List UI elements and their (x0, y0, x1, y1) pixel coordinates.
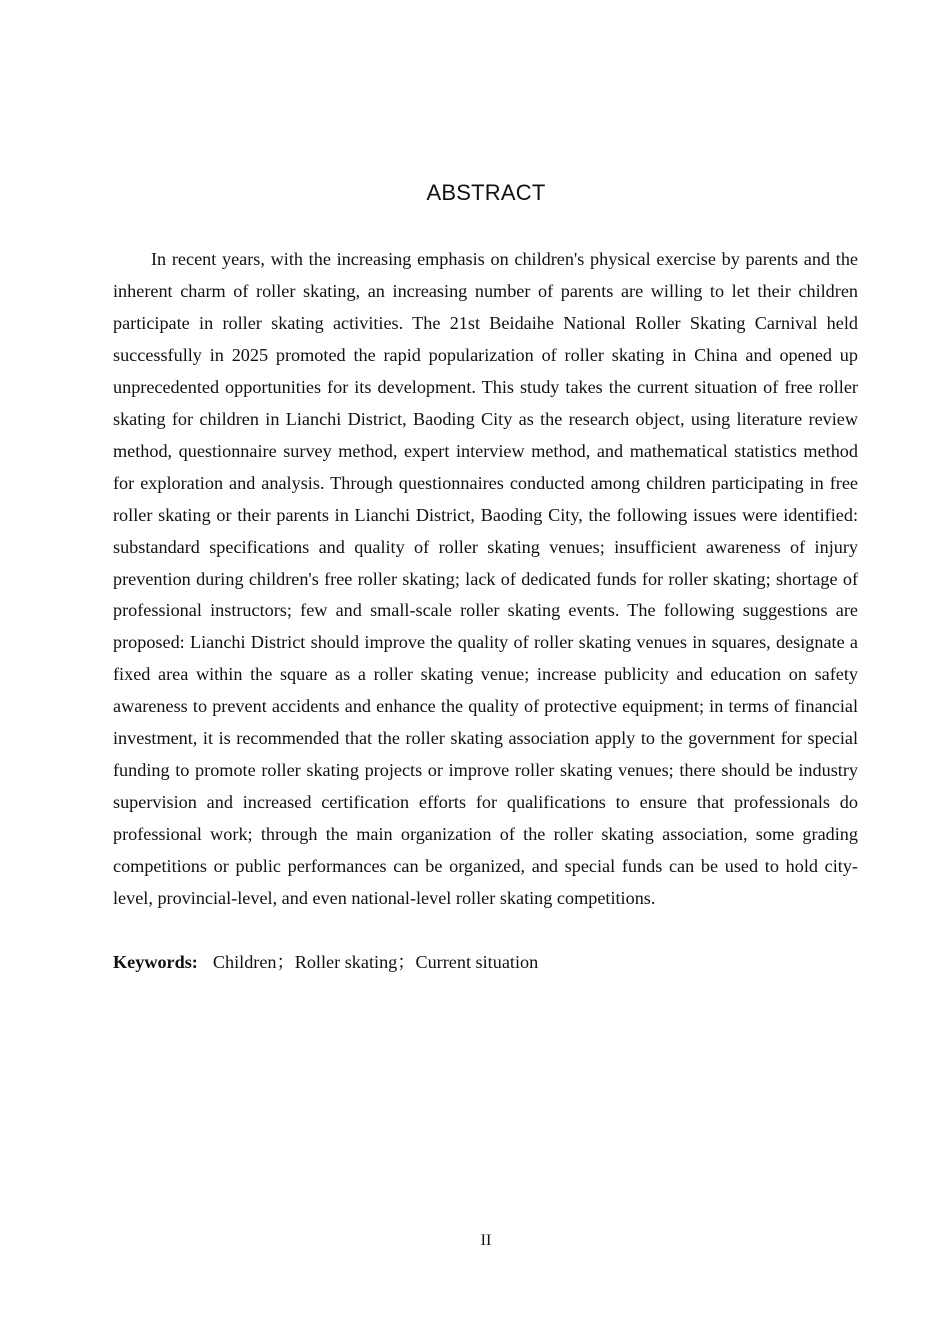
abstract-title: ABSTRACT (426, 180, 546, 205)
page-number: II (480, 1232, 492, 1249)
keywords-label: Keywords: (113, 952, 198, 972)
keywords-line (113, 947, 858, 979)
abstract-body: In recent years, with the increasing emphasis on children's physical exercise by parents and the inherent charm of roller skating, an increasing number of parents are willing to let their children participate in roller skating activities. The 21st Beidaihe National Roller Skating Carnival held successfully in 2025 promoted the rapid popularization of roller skating in China and opened up unprecedented opportunities for its development. This study takes the current situation of free roller skating for children in Lianchi District, Baoding City as the research object, using literature review method, questionnaire survey method, expert interview method, and mathematical statistics method for exploration and analysis. Through questionnaires conducted among children participating in free roller skating or their parents in Lianchi District, Baoding City, the following issues were identified: substandard specifications and quality of roller skating venues; insufficient awareness of injury prevention during children's free roller skating; lack of dedicated funds for roller skating; shortage of professional instructors; few and small-scale roller skating events. The following suggestions are proposed: Lianchi District should improve the quality of roller skating venues in squares, designate a fixed area within the square as a roller skating venue; increase publicity and education on safety awareness to prevent accidents and enhance the quality of protective equipment; in terms of financial investment, it is recommended that the roller skating association apply to the government for special funding to promote roller skating projects or improve roller skating venues; there should be industry supervision and increased certification efforts for qualifications to ensure that professionals do professional work; through the main organization of the roller skating association, some grading competitions or public performances can be organized, and special funds can be used to hold city-level, provincial-level, and even national-level roller skating competitions. (113, 249, 858, 909)
keywords-value: Children；Roller skating；Current situation (212, 952, 539, 972)
